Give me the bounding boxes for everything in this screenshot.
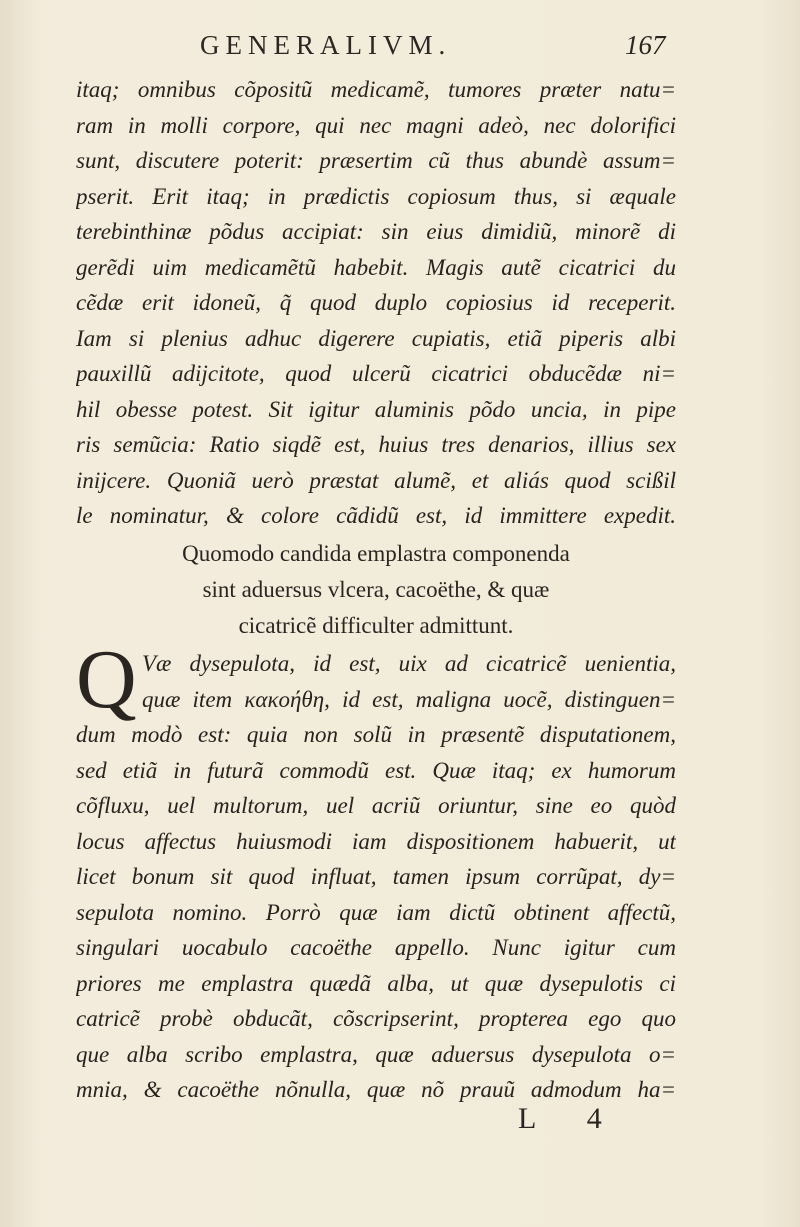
text-line: cõfluxu, uel multorum, uel acriũ oriuntur, sine eo quòd bbox=[76, 793, 676, 818]
drop-capital: Q bbox=[76, 633, 137, 726]
text-line: priores me emplastra quædã alba, ut quæ dysepulotis ci bbox=[76, 970, 676, 996]
page-number: 167 bbox=[625, 30, 666, 60]
text-line: que alba scribo emplastra, quæ aduersus dysepulota o= bbox=[76, 1041, 676, 1067]
text-line: catricẽ probè obducãt, cõscripserint, propterea ego quo bbox=[76, 1006, 676, 1031]
text-line: quæ item κακοήθη, id est, maligna uocẽ, distinguen= bbox=[142, 686, 676, 712]
text-line: pauxillũ adijcitote, quod ulcerũ cicatrici obducẽdæ ni= bbox=[76, 361, 676, 386]
text-line: ram in molli corpore, qui nec magni adeò, nec dolorifici bbox=[76, 112, 676, 138]
text-line: locus affectus huiusmodi iam dispositionem habuerit, ut bbox=[76, 828, 676, 854]
heading-line: sint aduersus vlcera, cacoëthe, & quæ bbox=[202, 577, 550, 602]
text-line: pserit. Erit itaq; in prædictis copiosum thus, si æquale bbox=[76, 183, 676, 209]
text-line: inijcere. Quoniã uerò præstat alumẽ, et aliás quod scißil bbox=[76, 467, 676, 493]
signature-mark: L 4 bbox=[518, 1102, 624, 1135]
running-head bbox=[0, 30, 800, 70]
heading-line: Quomodo candida emplastra componenda bbox=[182, 541, 570, 566]
text-line: mnia, & cacoëthe nõnulla, quæ nõ prauũ admodum ha= bbox=[76, 1077, 676, 1102]
text-line: Iam si plenius adhuc digerere cupiatis, etiã piperis albi bbox=[76, 325, 676, 351]
text-line: sepulota nomino. Porrò quæ iam dictũ obtinent affectũ, bbox=[76, 899, 676, 925]
text-line: le nominatur, & colore cãdidũ est, id immittere expedit. bbox=[76, 503, 676, 528]
text-line: hil obesse potest. Sit igitur aluminis põdo uncia, in pipe bbox=[76, 396, 676, 422]
text-line: Væ dysepulota, id est, uix ad cicatricẽ uenientia, bbox=[142, 651, 676, 676]
text-line: gerẽdi uim medicamẽtũ habebit. Magis autẽ cicatrici du bbox=[76, 254, 676, 280]
text-line: licet bonum sit quod influat, tamen ipsum corrũpat, dy= bbox=[76, 864, 676, 889]
paragraph-2 bbox=[76, 633, 676, 1108]
section-heading bbox=[76, 536, 676, 644]
paragraph-1 bbox=[76, 72, 676, 534]
text-line: cẽdæ erit idoneũ, q̃ quod duplo copiosius id receperit. bbox=[76, 290, 676, 315]
text-line: terebinthinæ põdus accipiat: sin eius dimidiũ, minorẽ di bbox=[76, 219, 676, 244]
text-line: ris semũcia: Ratio siqdẽ est, huius tres denarios, illius sex bbox=[76, 432, 676, 457]
running-title: GENERALIVM. bbox=[200, 30, 452, 60]
text-line: singulari uocabulo cacoëthe appello. Nunc igitur cum bbox=[76, 935, 676, 960]
text-line: sed etiã in futurã commodũ est. Quæ itaq; ex humorum bbox=[76, 757, 676, 783]
text-line: sunt, discutere poterit: præsertim cũ thus abundè assum= bbox=[76, 148, 676, 173]
heading-line: cicatricẽ difficulter admittunt. bbox=[238, 613, 514, 638]
text-line: dum modò est: quia non solũ in præsentẽ disputationem, bbox=[76, 722, 676, 747]
text-line: itaq; omnibus cõpositũ medicamẽ, tumores præter natu= bbox=[76, 77, 676, 102]
